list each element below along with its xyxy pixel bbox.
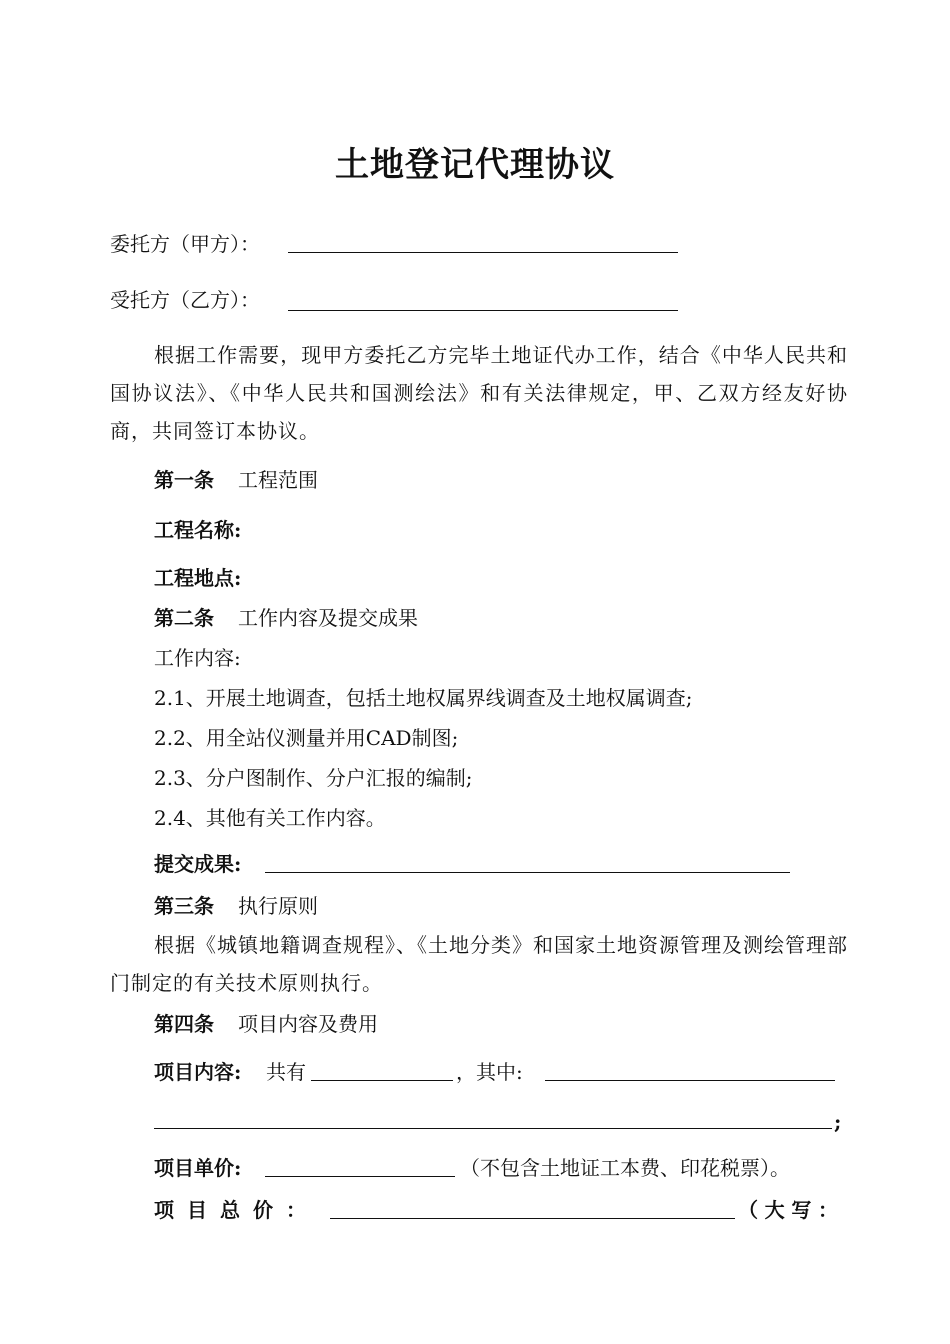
total-price-char: 价 xyxy=(253,1198,273,1222)
project-site-label: 工程地点: xyxy=(154,566,242,590)
work-content-label: 工作内容: xyxy=(154,646,241,670)
document-title: 土地登记代理协议 xyxy=(335,145,615,185)
work-item-2-4: 2.4、其他有关工作内容。 xyxy=(154,806,386,830)
intro-paragraph xyxy=(110,336,848,450)
unit-price-note: （不包含土地证工本费、印花税票）。 xyxy=(460,1156,790,1180)
work-item-2-3: 2.3、分户图制作、分户汇报的编制; xyxy=(154,766,473,790)
total-price-char: 项 xyxy=(154,1198,174,1222)
article-3-label: 第三条 xyxy=(154,894,214,918)
article-4-title: 项目内容及费用 xyxy=(238,1012,378,1036)
article-3-title: 执行原则 xyxy=(238,894,318,918)
item-detail-blank[interactable] xyxy=(154,1128,832,1129)
among-label: ，其中: xyxy=(456,1060,523,1084)
article-4-label: 第四条 xyxy=(154,1012,214,1036)
project-name-label: 工程名称: xyxy=(154,518,242,542)
total-price-blank[interactable] xyxy=(330,1218,735,1219)
unit-price-label: 项目单价: xyxy=(154,1156,242,1180)
intro-text: 根据工作需要，现甲方委托乙方完毕土地证代办工作，结合《中华人民共和国协议法》、《中华人民共和国测绘法》和有关法律规定，甲、乙双方经友好协商，共同签订本协议。 xyxy=(110,343,848,443)
article-1-title: 工程范围 xyxy=(238,468,318,492)
article-3-heading xyxy=(154,894,318,918)
item-content-label: 项目内容: xyxy=(154,1060,242,1084)
total-price-char: 总 xyxy=(220,1198,240,1222)
total-price-char: 目 xyxy=(187,1198,207,1222)
capital-char: 写 xyxy=(791,1198,812,1222)
principle-text: 根据《城镇地籍调查规程》、《土地分类》和国家土地资源管理及测绘管理部门制定的有关技术原则执行。 xyxy=(110,933,848,995)
total-price-char: ： xyxy=(286,1198,306,1222)
unit-price-blank[interactable] xyxy=(265,1176,455,1177)
deliverables-label: 提交成果: xyxy=(154,852,242,876)
article-1-label: 第一条 xyxy=(154,468,214,492)
deliverables-blank[interactable] xyxy=(265,872,790,873)
article-2-heading xyxy=(154,606,418,630)
principle-paragraph xyxy=(110,926,848,1002)
total-prefix: 共有 xyxy=(266,1060,306,1084)
work-item-2-1: 2.1、开展土地调查，包括土地权属界线调查及土地权属调查; xyxy=(154,686,693,710)
item-detail-semicolon: ; xyxy=(834,1110,842,1134)
capital-char: 大 xyxy=(764,1198,785,1222)
party-a-blank[interactable] xyxy=(288,252,678,253)
party-a-label: 委托方（甲方）： xyxy=(110,232,260,256)
work-item-2-2: 2.2、用全站仪测量并用CAD制图; xyxy=(154,726,459,750)
article-2-label: 第二条 xyxy=(154,606,214,630)
item-count-blank[interactable] xyxy=(311,1080,453,1081)
party-b-label: 受托方（乙方）： xyxy=(110,288,260,312)
article-2-title: 工作内容及提交成果 xyxy=(238,606,418,630)
total-price-label xyxy=(154,1198,306,1222)
capital-char: ： xyxy=(817,1198,838,1222)
capital-char: （ xyxy=(738,1198,758,1222)
among-blank[interactable] xyxy=(545,1080,835,1081)
article-1-heading xyxy=(154,468,318,492)
capital-amount-label xyxy=(738,1198,838,1222)
article-4-heading xyxy=(154,1012,378,1036)
party-b-blank[interactable] xyxy=(288,310,678,311)
